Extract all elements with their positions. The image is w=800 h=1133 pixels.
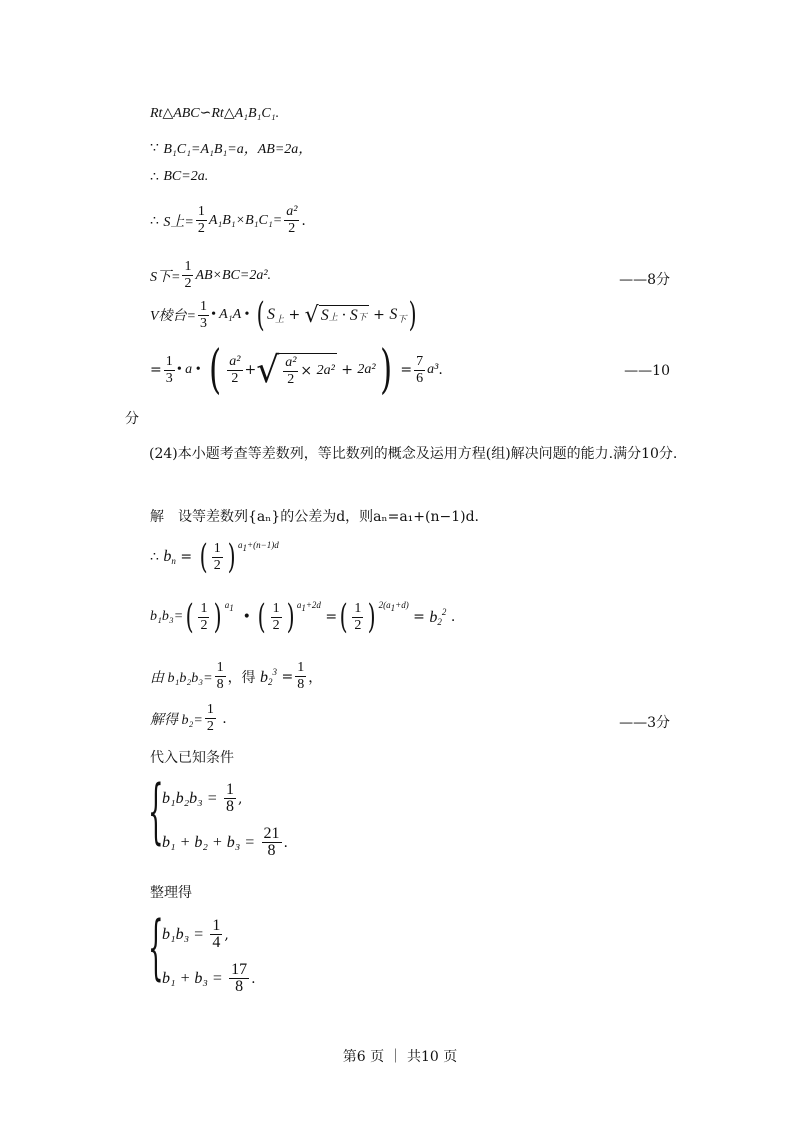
- fen-wrap: 分: [125, 411, 139, 427]
- because-symbol: ∵: [150, 140, 159, 156]
- fraction-a2-over-2: $\frac{\text{a²}}{2}$: [229, 353, 241, 386]
- fraction-seven-sixths: $\frac{7}{6}$: [416, 353, 424, 386]
- similar-text: Rt△ABC∽Rt△A₁B₁C₁.: [150, 106, 280, 121]
- system1-eq2: b₁ + b₂ + b₃ = $\frac{21}{8}$ .: [162, 825, 288, 859]
- therefore-bc-line: [150, 169, 208, 185]
- from-mid: ，得: [227, 669, 256, 686]
- volume-lhs: V棱台=: [150, 309, 196, 324]
- therefore-bc-text: BC=2a.: [163, 169, 209, 184]
- fraction-half: $\frac{1}{2}$: [184, 259, 192, 291]
- substitute-line: [150, 747, 234, 767]
- s-top-mid: A₁B₁×B₁C₁=: [208, 212, 283, 228]
- system1-eq1: b₁b₂b₃ = $\frac{1}{8}$ ,: [162, 781, 243, 815]
- s-top-line: [150, 204, 306, 237]
- volume-calc-line: = $\frac{1}{3}$ • a • ( $\frac{\text{a²}}{2}$ + √ $\frac{\text{a²}}{2}$ × 2a² + 2a² ) = $\frac{7}{6}$ a³ .: [150, 340, 443, 400]
- bn-line: ∴ $b_n$ = ( $\frac{1}{2}$ ) a1+(n−1)d: [150, 537, 279, 577]
- substitute-text: 代入已知条件: [150, 750, 234, 766]
- fraction-a2-over-2: $\frac{\text{a²}}{2}$: [286, 204, 298, 236]
- solve-b2-text: 解得 b₂=: [150, 712, 203, 728]
- system2-eq1: b₁b₃ = $\frac{1}{4}$ ,: [162, 917, 229, 951]
- b1b3-line: b₁b₃= ( $\frac{1}{2}$ ) a1 • ( $\frac{1}{2}$ ) a1+2d = ( $\frac{1}{2}$ ) 2(a1+d) = $b_2^2$ .: [150, 597, 456, 637]
- fraction-third: $\frac{1}{3}$: [165, 353, 173, 386]
- system2-brace: {: [148, 906, 164, 988]
- similar-line: [150, 105, 279, 122]
- s-top-lhs: S上=: [163, 214, 194, 230]
- score-mark-3: ——3分: [619, 715, 670, 731]
- because-text: B₁C₁=A₁B₁=a，AB=2a，: [163, 142, 313, 157]
- solve-b2-line: 解得 b₂= $\frac{1}{2}$ .: [150, 702, 227, 734]
- sqrt-product: √ S 上 · S 下: [304, 302, 367, 328]
- score-mark-10: ——10: [624, 363, 670, 379]
- volume-line: V棱台= $\frac{1}{3}$ • A₁A • ( $S_上$ + √ S 上 · S 下 + $S_下$ ): [150, 295, 417, 335]
- equals-sign: =: [150, 362, 162, 378]
- tidy-text: 整理得: [150, 885, 192, 901]
- therefore-symbol: ∴: [150, 212, 159, 229]
- b1b3-lhs: b₁b₃=: [150, 609, 184, 624]
- system1-brace: {: [148, 770, 164, 852]
- solve-text: 解 设等差数列{aₙ}的公差为d，则aₙ=a₁+(n−1)d.: [150, 509, 479, 525]
- s-bottom-rest: AB×BC=2a².: [195, 267, 272, 283]
- s-top-end: .: [301, 212, 306, 229]
- score-mark-8: ——8分: [619, 272, 670, 288]
- therefore-symbol: ∴: [150, 169, 159, 185]
- solve-line: [150, 506, 479, 526]
- volume-mid: • A₁A •: [211, 307, 250, 322]
- page-footer: 第6 页 ｜ 共10 页: [342, 1049, 458, 1065]
- system2-eq2: b₁ + b₃ = $\frac{17}{8}$ .: [162, 961, 256, 995]
- tidy-line: [150, 882, 192, 902]
- from-text: 由 b₁b₂b₃=: [150, 670, 213, 686]
- fraction-third: $\frac{1}{3}$: [200, 298, 207, 331]
- section24-intro: (24)本小题考查等差数列，等比数列的概念及运用方程(组)解决问题的能力.满分10分.: [149, 446, 678, 462]
- volume-calc-a: • a •: [176, 362, 201, 377]
- s-bottom-lhs: S下=: [150, 269, 181, 285]
- fraction-half: $\frac{1}{2}$: [197, 204, 205, 236]
- sqrt-calc: √ $\frac{\text{a²}}{2}$ × 2a²: [256, 349, 335, 391]
- s-bottom-line: [150, 259, 271, 292]
- therefore-symbol: ∴: [150, 549, 159, 565]
- from-line: 由 b₁b₂b₃= $\frac{1}{8}$ ，得 $b_2^3$ = $\frac{1}{8}$ ，: [150, 660, 323, 692]
- because-line: [150, 138, 312, 158]
